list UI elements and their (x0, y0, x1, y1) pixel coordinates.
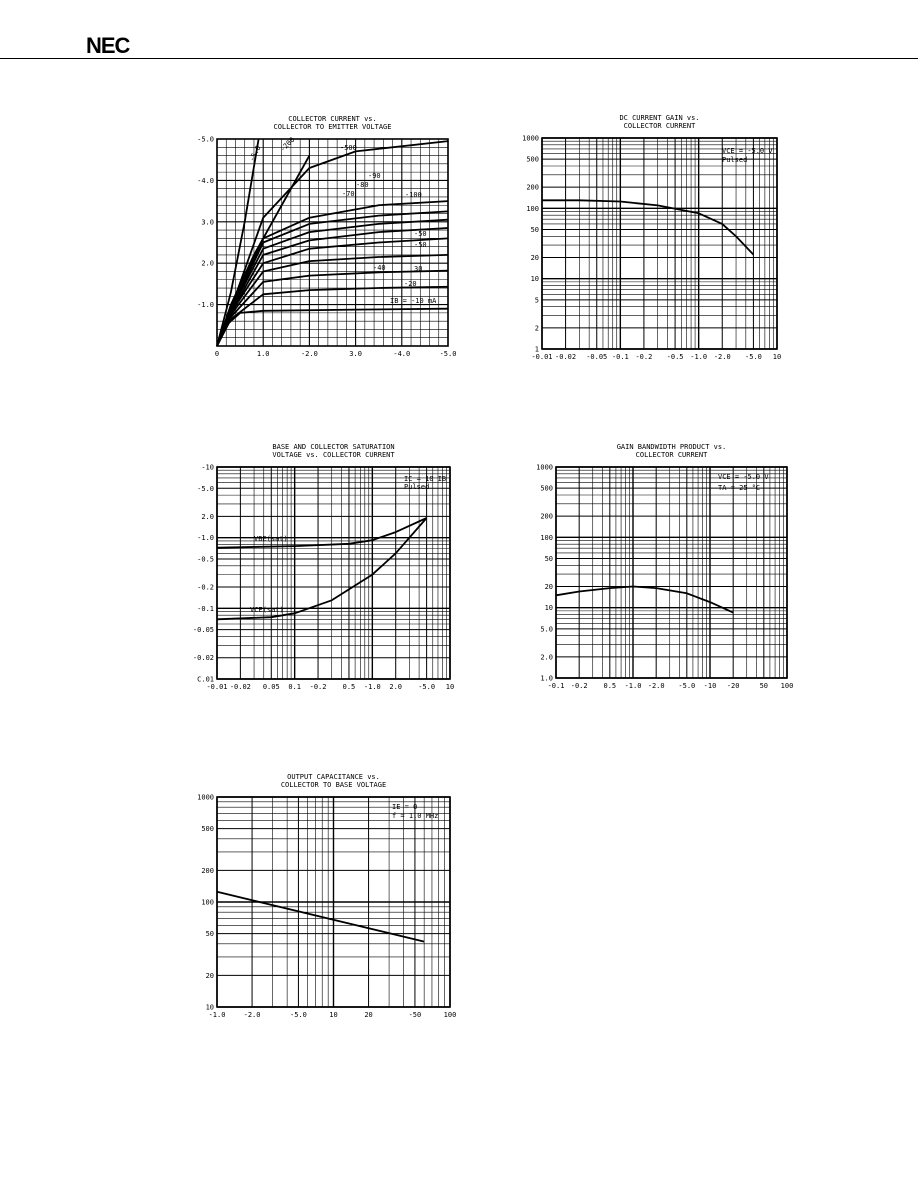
y-tick-label: 2 (534, 324, 539, 333)
y-tick-label: 1 (534, 345, 539, 354)
y-tick-label: 5.0 (540, 625, 553, 634)
chart-title: GAIN BANDWIDTH PRODUCT vs. (616, 443, 727, 451)
annotation-label: VCE = -5.0 V (718, 473, 769, 481)
x-tick-label: -0.02 (555, 353, 577, 361)
y-tick-label: 200 (201, 866, 214, 875)
x-tick-label: -0.2 (570, 682, 588, 690)
x-tick-label: 10 (329, 1011, 338, 1019)
x-tick-label: -2.0 (300, 350, 318, 358)
x-tick-label: 0.1 (288, 683, 301, 691)
x-tick-label: 100 (780, 682, 794, 690)
y-tick-label: -1.0 (197, 534, 214, 543)
x-tick-label: -1.0 (208, 1011, 226, 1019)
x-tick-label: -2.0 (243, 1011, 261, 1019)
plot-frame (217, 467, 450, 679)
x-tick-label: -0.05 (586, 353, 608, 361)
annotation-label: -500 (340, 144, 357, 152)
y-tick-label: 2.0 (201, 259, 214, 268)
y-tick-label: 5 (534, 296, 539, 305)
y-tick-label: 500 (526, 155, 539, 164)
x-tick-label: 1.0 (256, 350, 270, 358)
y-tick-label: C.01 (197, 675, 214, 684)
y-tick-label: 50 (205, 930, 214, 939)
x-tick-label: 0.5 (342, 683, 356, 691)
y-tick-label: 500 (201, 825, 214, 834)
chart-5 (197, 773, 456, 1019)
x-tick-label: -4.0 (393, 350, 411, 358)
x-tick-label: 10 (772, 353, 782, 361)
x-tick-label: 2.0 (389, 683, 403, 691)
annotation-label: -70 (342, 190, 355, 198)
y-tick-label: 200 (540, 512, 553, 521)
x-tick-label: 0 (214, 350, 220, 358)
y-tick-label: 50 (544, 555, 553, 564)
annotation-label: -20 (404, 280, 417, 288)
x-tick-label: -5.0 (744, 353, 762, 361)
annotation-label: -200 (278, 135, 297, 154)
x-tick-label: -0.01 (531, 353, 553, 361)
x-tick-label: 100 (443, 1011, 457, 1019)
y-tick-label: 10 (530, 275, 539, 284)
y-tick-label: -4.0 (197, 176, 214, 185)
annotation-label: VCE = -5.0 V (722, 147, 773, 155)
annotation-label: -5.0 (247, 144, 263, 163)
x-tick-label: -0.02 (229, 683, 251, 691)
chart-2 (522, 114, 781, 361)
annotation-label: -50 (414, 241, 427, 249)
x-tick-label: 10 (445, 683, 455, 691)
series-line-1 (217, 518, 427, 548)
y-tick-label: 20 (530, 253, 539, 262)
x-tick-label: -1.0 (363, 683, 381, 691)
annotation-label: -50 (414, 230, 427, 238)
chart-title: BASE AND COLLECTOR SATURATION (272, 443, 395, 451)
series-line-12 (217, 309, 448, 346)
annotation-label: IE = 0 (392, 803, 418, 811)
y-tick-label: 50 (530, 226, 539, 235)
x-tick-label: 0.05 (262, 683, 280, 691)
series-line-1 (217, 892, 424, 942)
chart-title: COLLECTOR CURRENT vs. (288, 115, 377, 123)
annotation-label: -40 (373, 264, 386, 272)
annotation-label: IB = -10 mA (390, 297, 437, 305)
y-tick-label: 20 (205, 971, 214, 980)
y-tick-label: 2.0 (540, 653, 553, 662)
x-tick-label: -5.0 (678, 682, 696, 690)
chart-4 (536, 443, 793, 690)
x-tick-label: 50 (759, 682, 769, 690)
x-tick-label: -2.0 (713, 353, 731, 361)
x-tick-label: -5.0 (418, 683, 436, 691)
chart-title: OUTPUT CAPACITANCE vs. (287, 773, 380, 781)
x-tick-label: -50 (408, 1011, 422, 1019)
y-tick-label: -10 (201, 463, 214, 472)
chart-3 (193, 443, 454, 691)
x-tick-label: -1.0 (690, 353, 708, 361)
y-tick-label: 10 (544, 604, 553, 613)
x-tick-label: -0.1 (611, 353, 629, 361)
annotation-label: Pulsed (404, 483, 430, 491)
y-tick-label: 100 (526, 204, 539, 213)
y-tick-label: 100 (540, 533, 553, 542)
y-tick-label: 1000 (536, 463, 553, 472)
y-tick-label: 2.0 (201, 512, 214, 521)
y-tick-label: 1.0 (540, 674, 553, 683)
annotation-label: VCE(sat) (250, 606, 284, 614)
y-tick-label: 100 (201, 898, 214, 907)
annotation-label: -100 (405, 191, 422, 199)
x-tick-label: -10 (703, 682, 717, 690)
annotation-label: Pulsed (722, 156, 748, 164)
y-tick-label: -5.0 (197, 135, 214, 144)
annotation-label: VBE(sat) (254, 535, 288, 543)
y-tick-label: -0.02 (192, 654, 214, 663)
x-tick-label: 0.5 (603, 682, 617, 690)
x-tick-label: -0.2 (635, 353, 653, 361)
annotation-label: -80 (356, 181, 369, 189)
chart-title: COLLECTOR CURRENT (623, 122, 696, 130)
series-line-8 (217, 238, 448, 346)
chart-title: COLLECTOR TO EMITTER VOLTAGE (273, 123, 392, 131)
y-tick-label: 10 (205, 1003, 214, 1012)
chart-1 (197, 115, 456, 358)
x-tick-label: -0.01 (206, 683, 228, 691)
y-tick-label: -0.1 (197, 604, 214, 613)
y-tick-label: -0.05 (192, 626, 214, 635)
x-tick-label: -2.0 (647, 682, 665, 690)
x-tick-label: -5.0 (439, 350, 457, 358)
annotation-label: IC = 10 IB (404, 475, 447, 483)
x-tick-label: -0.2 (309, 683, 327, 691)
y-tick-label: -5.0 (197, 484, 214, 493)
annotation-label: TA = 25 °C (718, 484, 761, 492)
y-tick-label: 1000 (522, 134, 539, 143)
plot-frame (556, 467, 787, 678)
x-tick-label: 20 (364, 1011, 373, 1019)
y-tick-label: -0.5 (197, 555, 214, 564)
y-tick-label: 1000 (197, 793, 214, 802)
y-tick-label: 20 (544, 582, 553, 591)
annotation-label: f = 1.0 MHz (392, 812, 439, 820)
chart-title: COLLECTOR TO BASE VOLTAGE (280, 781, 387, 789)
x-tick-label: -0.1 (547, 682, 565, 690)
annotation-label: 30 (414, 265, 423, 273)
x-tick-label: -1.0 (624, 682, 642, 690)
x-tick-label: -20 (726, 682, 740, 690)
y-tick-label: 200 (526, 183, 539, 192)
x-tick-label: -0.5 (666, 353, 684, 361)
series-line-4 (217, 201, 448, 346)
nec-logo: NEC (86, 33, 130, 58)
x-tick-label: 3.0 (349, 350, 362, 358)
x-tick-label: -5.0 (290, 1011, 307, 1019)
annotation-label: -90 (368, 172, 381, 180)
chart-title: COLLECTOR CURRENT (635, 451, 708, 459)
chart-title: DC CURRENT GAIN vs. (619, 114, 700, 122)
y-tick-label: 3.0 (201, 218, 214, 227)
y-tick-label: 500 (540, 484, 553, 493)
y-tick-label: -1.0 (197, 301, 214, 310)
chart-title: VOLTAGE vs. COLLECTOR CURRENT (272, 451, 395, 459)
y-tick-label: -0.2 (197, 583, 214, 592)
